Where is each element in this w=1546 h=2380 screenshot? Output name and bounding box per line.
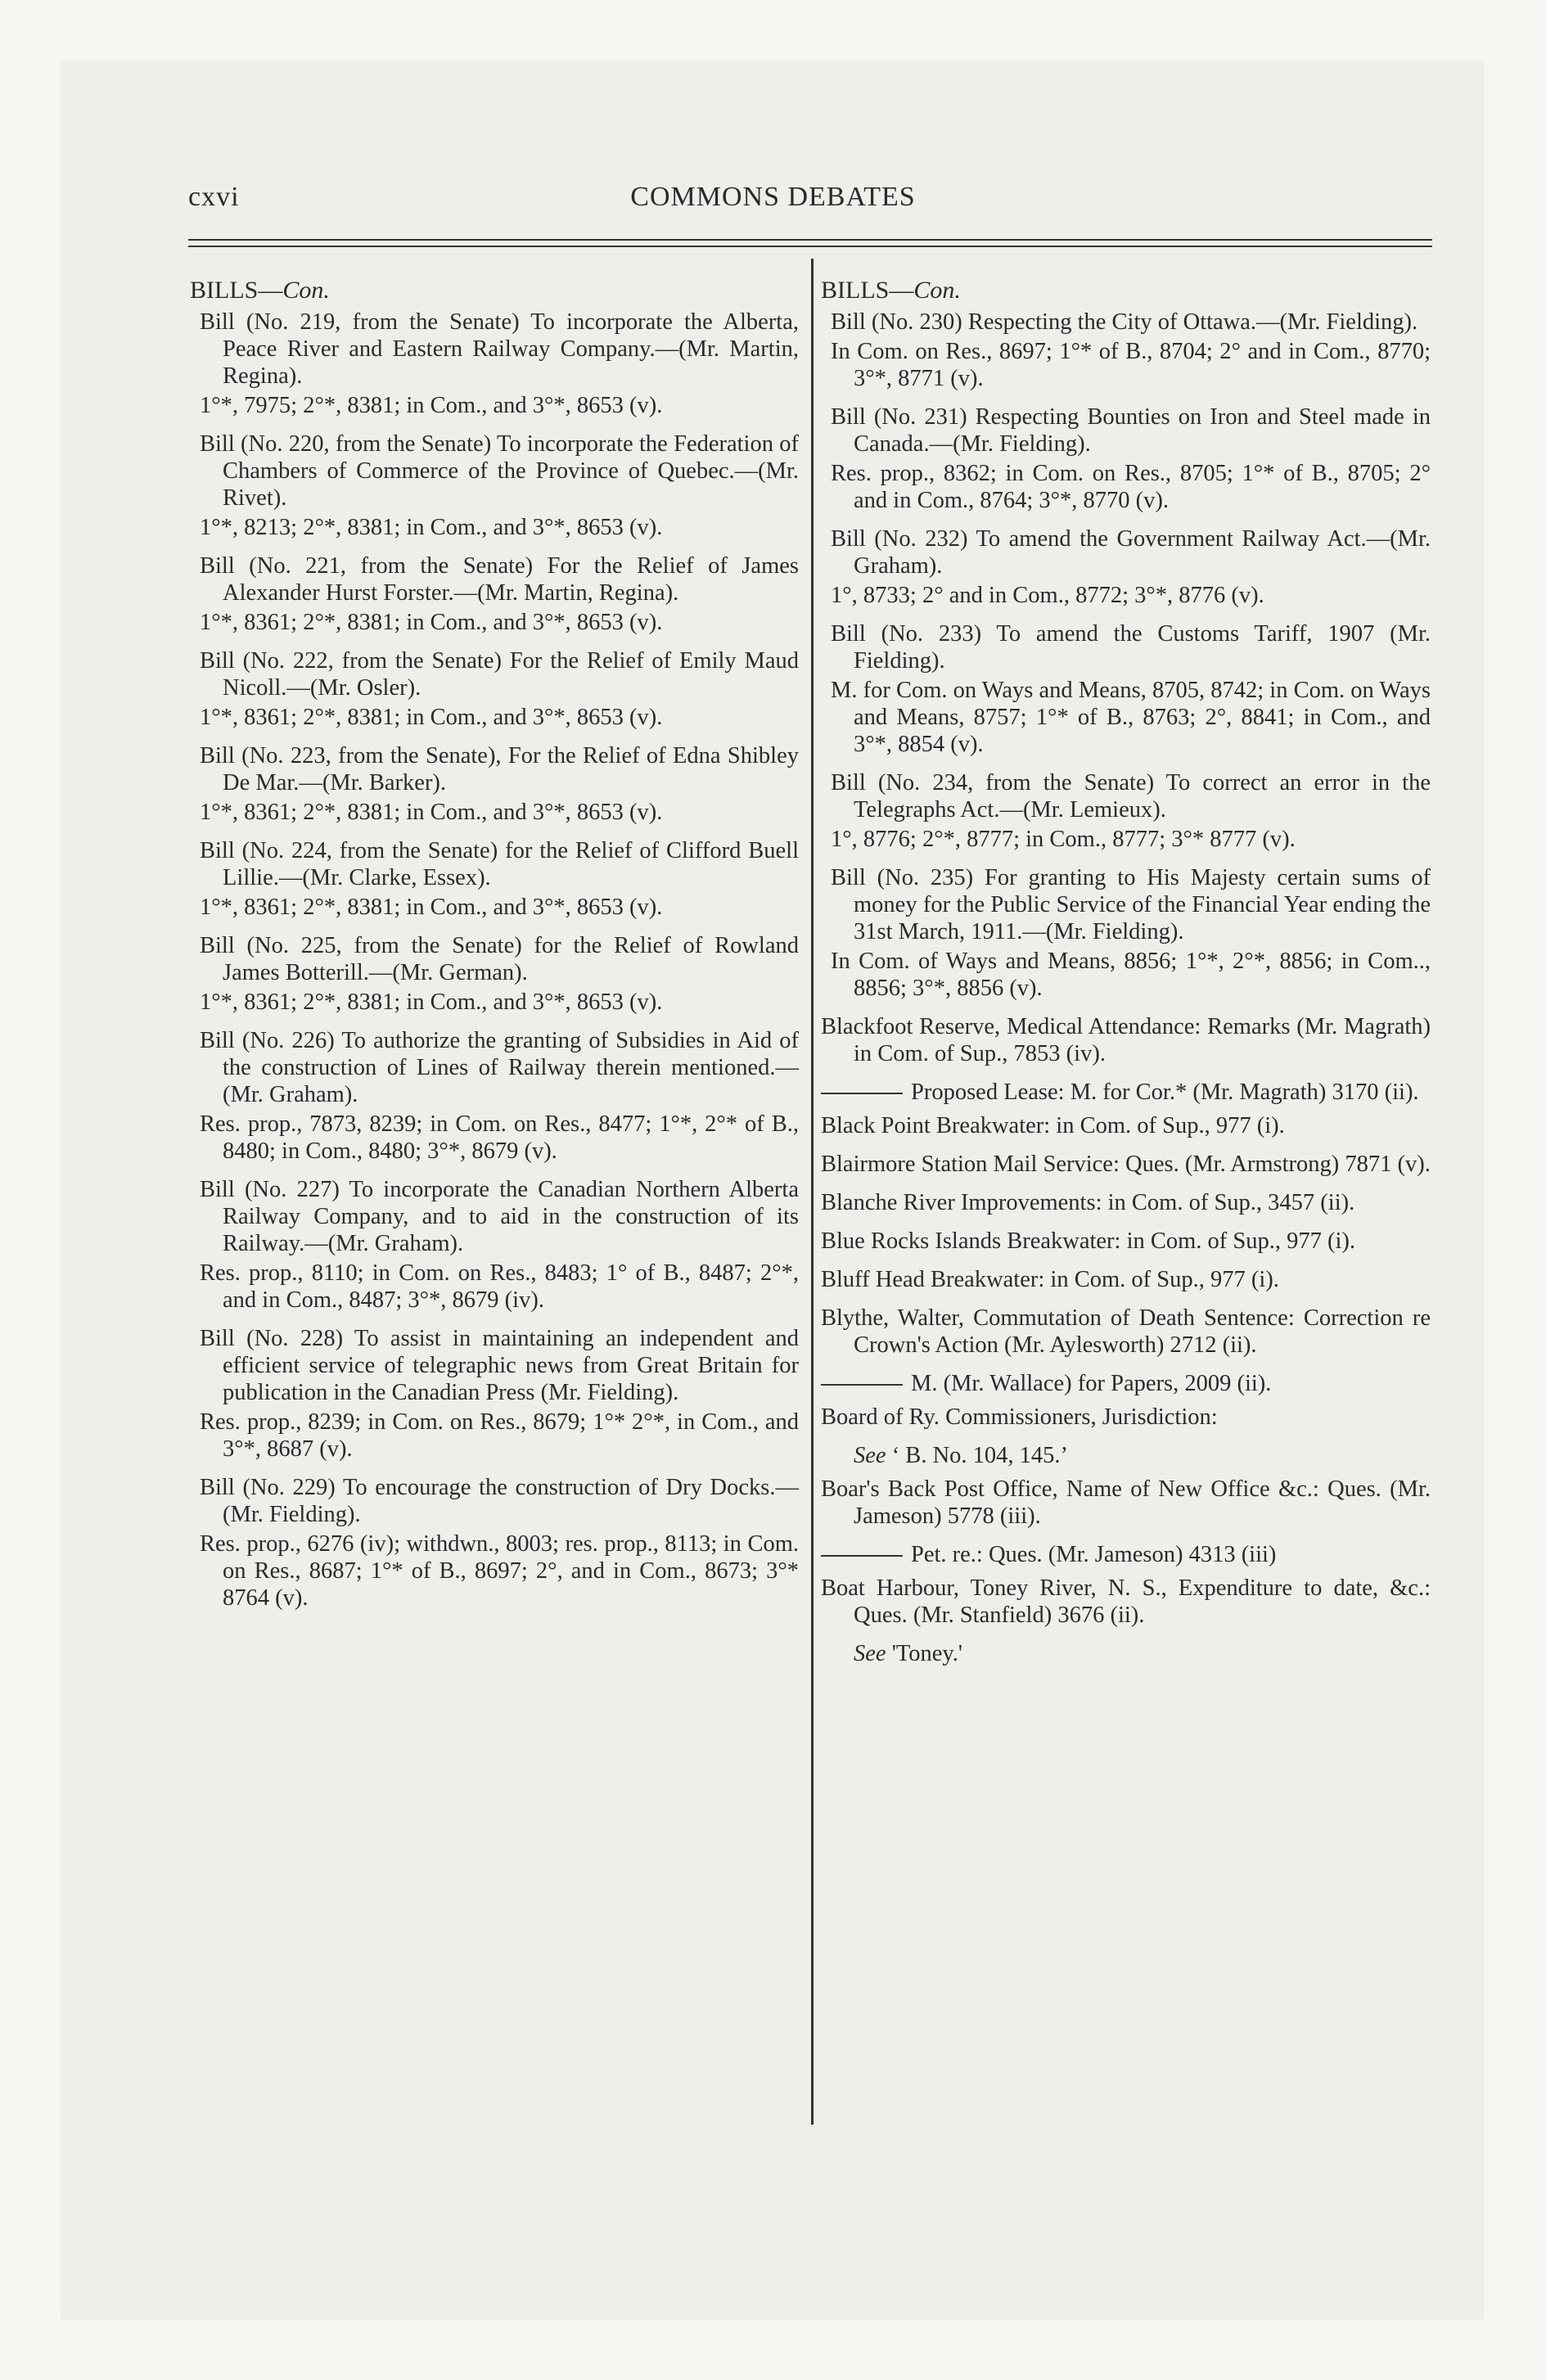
page-title: COMMONS DEBATES (630, 182, 916, 212)
bill-readings: M. for Com. on Ways and Means, 8705, 8742; in Com. on Ways and Means, 8757; 1°* of B., 8763; 2°, 8841; in Com., and 3°*, 8854 (v). (831, 678, 1431, 757)
index-text: Black Point Breakwater: in Com. of Sup., 977 (i). (821, 1113, 1285, 1138)
bill-entry: Bill (No. 220, from the Senate) To incorporate the Federation of Chambers of Commerce of the Province of Quebec.—(Mr. Rivet). (200, 431, 799, 511)
index-text: Bluff Head Breakwater: in Com. of Sup., 977 (i). (821, 1267, 1279, 1292)
bill-entry: Bill (No. 228) To assist in maintaining an independent and efficient service of telegraphic news from Great Britain for publication in the Canadian Press (Mr. Fielding). (200, 1326, 799, 1405)
bill-readings: Res. prop., 8110; in Com. on Res., 8483; 1° of B., 8487; 2°*, and in Com., 8487; 3°*, 8679 (iv). (200, 1260, 799, 1313)
left-column (190, 277, 799, 1623)
index-subentry (821, 1079, 1431, 1106)
bill-readings: 1°*, 8361; 2°*, 8381; in Com., and 3°*, 8653 (v). (200, 610, 663, 635)
see-reference (821, 1442, 1431, 1469)
index-text: Pet. re.: Ques. (Mr. Jameson) 4313 (iii) (911, 1542, 1277, 1567)
ditto-dash (821, 1555, 903, 1557)
bill-entry: Bill (No. 232) To amend the Government Railway Act.—(Mr. Graham). (831, 526, 1431, 579)
bill-entry: Bill (No. 224, from the Senate) for the Relief of Clifford Buell Lillie.—(Mr. Clarke, Essex). (200, 838, 799, 890)
index-text: Blairmore Station Mail Service: Ques. (Mr. Armstrong) 7871 (v). (821, 1152, 1431, 1177)
index-entry (821, 1404, 1431, 1431)
bill-entry: Bill (No. 227) To incorporate the Canadian Northern Alberta Railway Company, and to aid in the construction of its Railway.—(Mr. Graham). (200, 1177, 799, 1256)
bill-entry: Bill (No. 223, from the Senate), For the Relief of Edna Shibley De Mar.—(Mr. Barker). (200, 743, 799, 796)
bill-readings: Res. prop., 6276 (iv); withdwn., 8003; res. prop., 8113; in Com. on Res., 8687; 1°* of B., 8697; 2°, and in Com., 8673; 3°* 8764 (v). (200, 1531, 799, 1611)
ditto-dash (821, 1093, 903, 1094)
bill-readings: In Com. of Ways and Means, 8856; 1°*, 2°*, 8856; in Com.., 8856; 3°*, 8856 (v). (831, 949, 1431, 1001)
index-list (821, 1013, 1431, 1667)
bill-readings: 1°*, 8361; 2°*, 8381; in Com., and 3°*, 8653 (v). (200, 800, 663, 825)
section-heading: BILLS—Con. (190, 277, 330, 304)
index-entry (821, 1575, 1431, 1629)
see-reference (821, 1640, 1431, 1667)
header-rule-bottom (188, 246, 1432, 247)
ditto-dash (821, 1384, 903, 1386)
index-subentry (821, 1541, 1431, 1568)
bill-entry: Bill (No. 229) To encourage the construction of Dry Docks.—(Mr. Fielding). (200, 1475, 799, 1527)
bill-entry: Bill (No. 221, from the Senate) For the Relief of James Alexander Hurst Forster.—(Mr. Martin, Regina). (200, 553, 799, 606)
index-text: Proposed Lease: M. for Cor.* (Mr. Magrath) 3170 (ii). (911, 1080, 1419, 1105)
column-divider (811, 259, 814, 2125)
bill-readings: Res. prop., 8239; in Com. on Res., 8679; 1°* 2°*, in Com., and 3°*, 8687 (v). (200, 1409, 799, 1462)
bill-entry: Bill (No. 233) To amend the Customs Tariff, 1907 (Mr. Fielding). (831, 621, 1431, 674)
index-entry (821, 1151, 1431, 1178)
bill-entry: Bill (No. 231) Respecting Bounties on Iron and Steel made in Canada.—(Mr. Fielding). (831, 404, 1431, 457)
index-text: Blythe, Walter, Commutation of Death Sentence: Correction re Crown's Action (Mr. Aylesworth) 2712 (ii). (821, 1305, 1431, 1358)
bill-readings: Res. prop., 8362; in Com. on Res., 8705; 1°* of B., 8705; 2° and in Com., 8764; 3°*, 8770 (v). (831, 461, 1431, 513)
index-entry (821, 1189, 1431, 1216)
bill-readings: 1°*, 8361; 2°*, 8381; in Com., and 3°*, 8653 (v). (200, 895, 663, 920)
bill-readings: 1°*, 8361; 2°*, 8381; in Com., and 3°*, 8653 (v). (200, 989, 663, 1015)
see-label: See (854, 1641, 886, 1666)
bill-readings: 1°*, 8213; 2°*, 8381; in Com., and 3°*, 8653 (v). (200, 515, 663, 540)
index-text: Board of Ry. Commissioners, Jurisdiction: (821, 1404, 1218, 1430)
see-target: ‘ B. No. 104, 145.’ (886, 1443, 1069, 1468)
left-entries-list (190, 309, 799, 1611)
bill-entry: Bill (No. 235) For granting to His Majesty certain sums of money for the Public Service of the Financial Year ending the 31st March, 1911.—(Mr. Fielding). (831, 865, 1431, 944)
bill-readings: In Com. on Res., 8697; 1°* of B., 8704; 2° and in Com., 8770; 3°*, 8771 (v). (831, 339, 1431, 391)
see-target: 'Toney.' (886, 1641, 963, 1666)
bill-readings: 1°, 8733; 2° and in Com., 8772; 3°*, 8776 (v). (831, 583, 1264, 608)
section-heading: BILLS—Con. (821, 277, 961, 304)
bill-entry: Bill (No. 225, from the Senate) for the Relief of Rowland James Botterill.—(Mr. German). (200, 933, 799, 985)
bill-readings: 1°*, 8361; 2°*, 8381; in Com., and 3°*, 8653 (v). (200, 705, 663, 730)
index-text: Blanche River Improvements: in Com. of Sup., 3457 (ii). (821, 1190, 1355, 1215)
index-entry (821, 1112, 1431, 1139)
index-text: Boat Harbour, Toney River, N. S., Expenditure to date, &c.: Ques. (Mr. Stanfield) 3676 (ii). (821, 1575, 1431, 1628)
index-text: Blue Rocks Islands Breakwater: in Com. of Sup., 977 (i). (821, 1228, 1356, 1254)
bill-entry: Bill (No. 219, from the Senate) To incorporate the Alberta, Peace River and Eastern Railway Company.—(Mr. Martin, Regina). (200, 309, 799, 389)
bill-readings: 1°, 8776; 2°*, 8777; in Com., 8777; 3°* 8777 (v). (831, 827, 1296, 852)
bill-entry: Bill (No. 230) Respecting the City of Ottawa.—(Mr. Fielding). (831, 309, 1418, 335)
bill-entry: Bill (No. 226) To authorize the granting of Subsidies in Aid of the construction of Lines of Railway therein mentioned.—(Mr. Graham). (200, 1028, 799, 1107)
see-label: See (854, 1443, 886, 1468)
index-entry (821, 1228, 1431, 1255)
index-entry (821, 1305, 1431, 1359)
index-entry (821, 1476, 1431, 1530)
bill-entry: Bill (No. 222, from the Senate) For the Relief of Emily Maud Nicoll.—(Mr. Osler). (200, 648, 799, 701)
right-column (821, 277, 1431, 1674)
page-number: cxvi (188, 182, 240, 212)
header-rule-top (188, 239, 1432, 241)
right-entries-list (821, 309, 1431, 1002)
index-entry (821, 1013, 1431, 1067)
index-subentry (821, 1370, 1431, 1397)
index-text: Blackfoot Reserve, Medical Attendance: Remarks (Mr. Magrath) in Com. of Sup., 7853 (iv). (821, 1014, 1431, 1066)
bill-entry: Bill (No. 234, from the Senate) To correct an error in the Telegraphs Act.—(Mr. Lemieux). (831, 770, 1431, 823)
index-entry (821, 1266, 1431, 1293)
bill-readings: Res. prop., 7873, 8239; in Com. on Res., 8477; 1°*, 2°* of B., 8480; in Com., 8480; 3°*, 8679 (v). (200, 1111, 799, 1164)
bill-readings: 1°*, 7975; 2°*, 8381; in Com., and 3°*, 8653 (v). (200, 393, 663, 418)
index-text: Boar's Back Post Office, Name of New Office &c.: Ques. (Mr. Jameson) 5778 (iii). (821, 1476, 1431, 1529)
index-text: M. (Mr. Wallace) for Papers, 2009 (ii). (911, 1371, 1272, 1396)
